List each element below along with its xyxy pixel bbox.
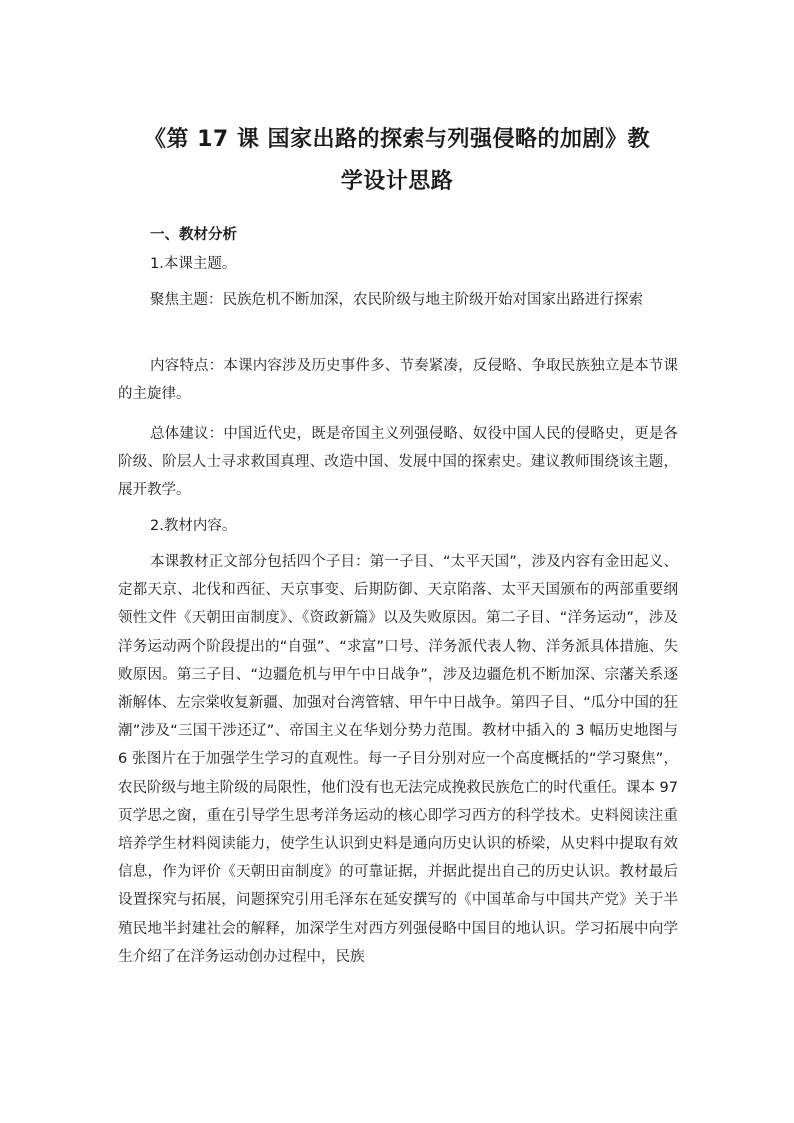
section-heading-textbook-analysis: 一、教材分析 [150,227,237,243]
document-title-line-2: 学设计思路 [340,169,454,194]
paragraph-content-features: 内容特点：本课内容涉及历史事件多、节奏紧凑，反侵略、争取民族独立是本节课的主旋律。 [118,358,678,403]
paragraph-overall-suggestion: 总体建议：中国近代史，既是帝国主义列强侵略、奴役中国人民的侵略史，更是各阶级、阶层人士寻求救国真理、改造中国、发展中国的探索史。建议教师围绕该主题，展开教学。 [118,426,678,499]
document-title-line-1: 《第 17 课 国家出路的探索与列强侵略的加剧》教 [143,127,651,152]
paragraph-focus-theme: 聚焦主题：民族危机不断加深，农民阶级与地主阶级开始对国家出路进行探索 [150,292,643,308]
subheading-lesson-theme: 1.本课主题。 [150,256,237,272]
paragraph-textbook-content: 本课教材正文部分包括四个子目：第一子目、“太平天国”，涉及内容有金田起义、定都天京、北伐和西征、天京事变、后期防御、天京陷落、太平天国颁布的两部重要纲领性文件《天朝田亩制度》、《资政新篇》以及失败原因。第二子目、“洋务运动”，涉及洋务运动两个阶段提出的“自强”、“求富”口号、洋务派代表人物、洋务派具体措施、失败原因。第三子目、“边疆危机与甲午中日战争”，涉及边疆危机不断加深、宗藩关系逐渐解体、左宗棠收复新疆、加强对台湾管辖、甲午中日战争。第四子目、“瓜分中国的狂潮”涉及“三国干涉还辽”、帝国主义在华划分势力范围。教材中插入的 3 幅历史地图与 6 张图片在于加强学生学习的直观性。每一子目分别对应一个高度概括的“学习聚焦”，农民阶级与地主阶级的局限性，他们没有也无法完成挽救民族危亡的时代重任。课本 97 页学思之窗，重在引导学生思考洋务运动的核心即学习西方的科学技术。史料阅读注重培养学生材料阅读能力，使学生认识到史料是通向历史认识的桥梁，从史料中提取有效信息，作为评价《天朝田亩制度》的可靠证据，并据此提出自己的历史认识。教材最后设置探究与拓展，问题探究引用毛泽东在延安撰写的《中国革命与中国共产党》关于半殖民地半封建社会的解释，加深学生对西方列强侵略中国目的地认识。学习拓展中向学生介绍了在洋务运动创办过程中，民族 [118,554,678,965]
subheading-textbook-content: 2.教材内容。 [150,518,237,534]
